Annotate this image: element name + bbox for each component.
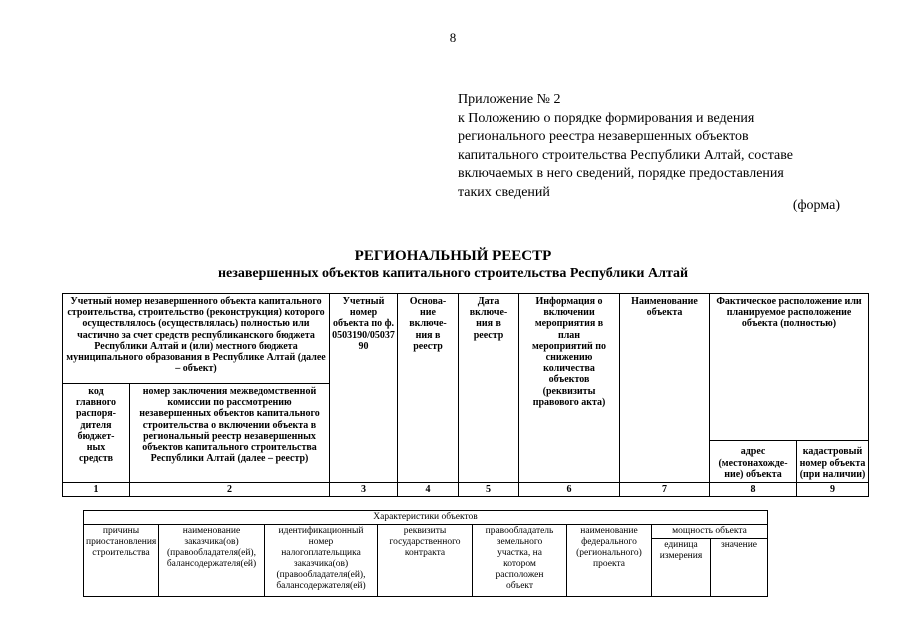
header-commission-number: номер заключения межведомственной комиссии по рассмотрению незавершенных объектов капитального строительства о включении объекта в региональный реестр незавершенных объектов капитального строительства Республики Алтай (далее – реестр) — [130, 384, 330, 483]
header-address: адрес (местонахожде- ние) объекта — [710, 441, 797, 483]
column-number: 8 — [710, 483, 797, 497]
header-budget-code: код главного распоря- дителя бюджет- ных средств — [63, 384, 130, 483]
appendix-line: включаемых в него сведений, порядке предоставления — [458, 166, 784, 181]
column-number: 1 — [63, 483, 130, 497]
appendix-block — [458, 91, 858, 202]
header-object-name: Наименование объекта — [620, 294, 710, 483]
header-account-group: Учетный номер незавершенного объекта капитального строительства, строительство (реконструкция) которого осуществлялось (осуществлялась) полностью или частично за счет средств республиканского бюджета Республики Алтай и (или) местного бюджета муниципального образования в Республике Алтай (далее – объект) — [63, 294, 330, 384]
registry-table — [62, 293, 869, 497]
column-number: 6 — [519, 483, 620, 497]
form-mark: (форма) — [792, 198, 840, 213]
document-subtitle: незавершенных объектов капитального строительства Республики Алтай — [217, 266, 689, 281]
header-capacity-unit: единица измерения — [652, 539, 711, 597]
characteristics-table — [83, 510, 768, 597]
header-cadastral: кадастровый номер объекта (при наличии) — [797, 441, 869, 483]
appendix-line: капитального строительства Республики Алтай, составе — [458, 147, 794, 163]
column-number: 4 — [398, 483, 459, 497]
header-land-owner: правообладатель земельного участка, на котором расположен объект — [473, 525, 567, 597]
header-basis: Основа- ние включе- ния в реестр — [398, 294, 459, 483]
header-date: Дата включе- ния в реестр — [459, 294, 519, 483]
header-customer-inn: идентификационный номер налогоплательщика заказчика(ов) (правообладателя(ей), балансодержателя(ей) — [265, 525, 378, 597]
column-number: 3 — [330, 483, 398, 497]
column-number: 7 — [620, 483, 710, 497]
header-location-group: Фактическое расположение или планируемое расположение объекта (полностью) — [710, 294, 869, 441]
page-number: 8 — [449, 30, 457, 45]
header-project-name: наименование федерального (регионального) проекта — [567, 525, 652, 597]
document-title: РЕГИОНАЛЬНЫЙ РЕЕСТР — [354, 248, 552, 264]
header-capacity-value: значение — [711, 539, 768, 597]
column-number: 9 — [797, 483, 869, 497]
header-account-number: Учетный номер объекта по ф. 0503190/05037 90 — [330, 294, 398, 483]
appendix-line: Приложение № 2 — [458, 92, 561, 107]
header-plan-info: Информация о включении мероприятия в план мероприятий по снижению количества объектов (реквизиты правового акта) — [519, 294, 620, 483]
header-capacity-group: мощность объекта — [652, 525, 768, 539]
header-customer-name: наименование заказчика(ов) (правообладателя(ей), балансодержателя(ей) — [159, 525, 265, 597]
column-number: 5 — [459, 483, 519, 497]
appendix-line: к Положению о порядке формирования и ведения — [458, 110, 755, 126]
appendix-line: регионального реестра незавершенных объектов — [458, 129, 749, 144]
characteristics-group-header: Характеристики объектов — [84, 511, 768, 525]
column-number: 2 — [130, 483, 330, 497]
header-contract-details: реквизиты государственного контракта — [378, 525, 473, 597]
header-suspension-reasons: причины приостановления строительства — [84, 525, 159, 597]
appendix-line: таких сведений — [458, 184, 550, 200]
